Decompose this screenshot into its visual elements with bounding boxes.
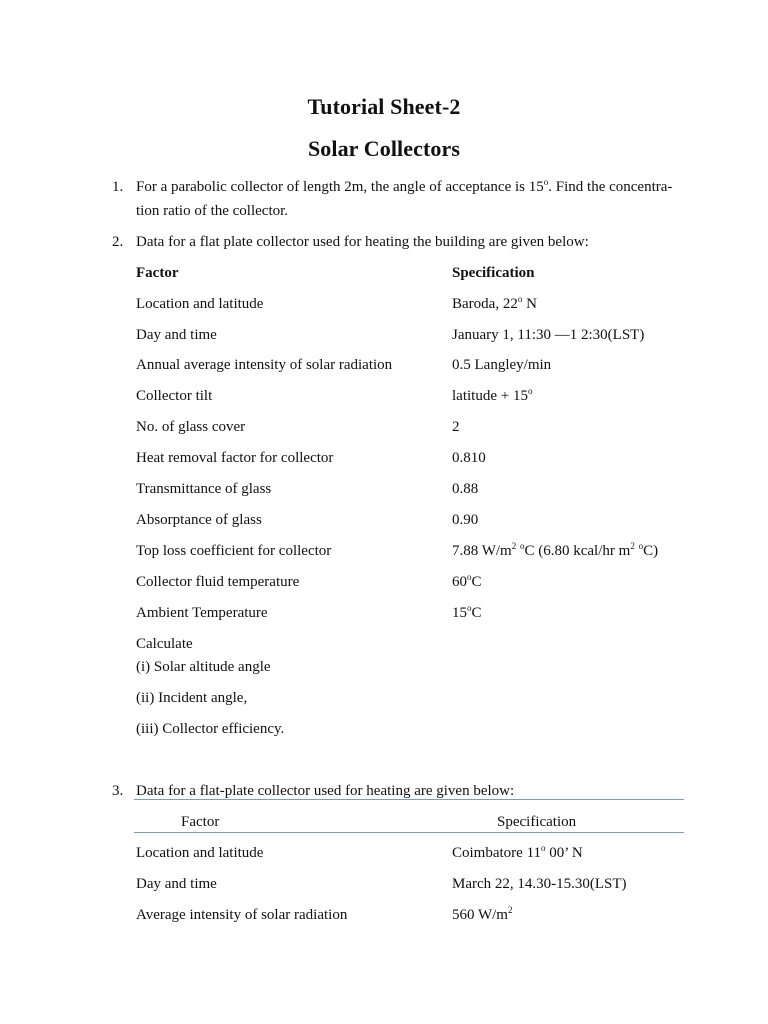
q2-task: (iii) Collector efficiency.: [136, 721, 285, 737]
q2-factor: Ambient Temperature: [136, 605, 268, 621]
q2-factor: Top loss coefficient for collector: [136, 543, 332, 559]
q2-factor: Transmittance of glass: [136, 481, 272, 497]
q3-factor: Day and time: [136, 876, 217, 892]
page-title: Tutorial Sheet-2: [307, 94, 461, 119]
q2-spec: 15$^o$C: [452, 603, 482, 621]
q2-spec: January 1, 11:30 —1 2:30(LST): [452, 327, 645, 343]
q2-spec: 0.5 Langley/min: [452, 357, 552, 373]
q2-factor: Heat removal factor for collector: [136, 450, 334, 466]
question-3-intro: Data for a flat-plate collector used for heating are given below:: [136, 783, 515, 799]
q2-header-factor: Factor: [136, 265, 179, 281]
q3-header-spec: Specification: [497, 814, 577, 830]
q2-task: (i) Solar altitude angle: [136, 659, 271, 675]
question-2-number: 2.: [112, 234, 124, 250]
question-1-line-2: tion ratio of the collector.: [136, 203, 289, 219]
q2-factor: Collector fluid temperature: [136, 574, 300, 590]
q2-spec: 0.90: [452, 512, 479, 528]
page-subtitle: Solar Collectors: [307, 136, 461, 161]
q2-spec: latitude + $15^o$: [452, 386, 533, 404]
q3-header-factor: Factor: [181, 814, 220, 830]
q2-header-spec: Specification: [452, 265, 535, 281]
q3-factor: Location and latitude: [136, 845, 264, 861]
q2-factor: Day and time: [136, 327, 217, 343]
table-top-rule: [134, 799, 684, 800]
q3-spec: Coimbatore 11$^o$ 00’ N: [452, 843, 583, 861]
q3-spec: March 22, 14.30-15.30(LST): [452, 876, 627, 892]
q2-factor: Absorptance of glass: [136, 512, 262, 528]
question-2-intro: Data for a flat plate collector used for heating the building are given below:: [136, 234, 589, 250]
q2-spec: Baroda, 22$^o$ N: [452, 294, 537, 312]
question-3-number: 3.: [112, 783, 124, 799]
q2-factor: Collector tilt: [136, 388, 213, 404]
q2-spec: 7.88 $W/m^2$ $^o$C (6.80 kcal/hr $m^2$ $^o$C): [452, 541, 659, 559]
q2-calculate-label: Calculate: [136, 636, 193, 652]
q2-factor: Annual average intensity of solar radiation: [136, 357, 393, 373]
q2-spec: 2: [452, 419, 460, 435]
question-1-line-1: For a parabolic collector of length 2m, the angle of acceptance is 15$^o$. Find the concentra-: [136, 177, 673, 195]
q3-factor: Average intensity of solar radiation: [136, 907, 348, 923]
q2-factor: No. of glass cover: [136, 419, 246, 435]
q2-factor: Location and latitude: [136, 296, 264, 312]
q2-spec: 0.810: [452, 450, 486, 466]
q2-task: (ii) Incident angle,: [136, 690, 248, 706]
question-1-number: 1.: [112, 179, 124, 195]
q2-spec: 0.88: [452, 481, 479, 497]
q3-spec: 560 $W/m^2$: [452, 905, 513, 923]
q2-spec: 60$^o$C: [452, 572, 482, 590]
table-header-rule: [134, 832, 684, 833]
